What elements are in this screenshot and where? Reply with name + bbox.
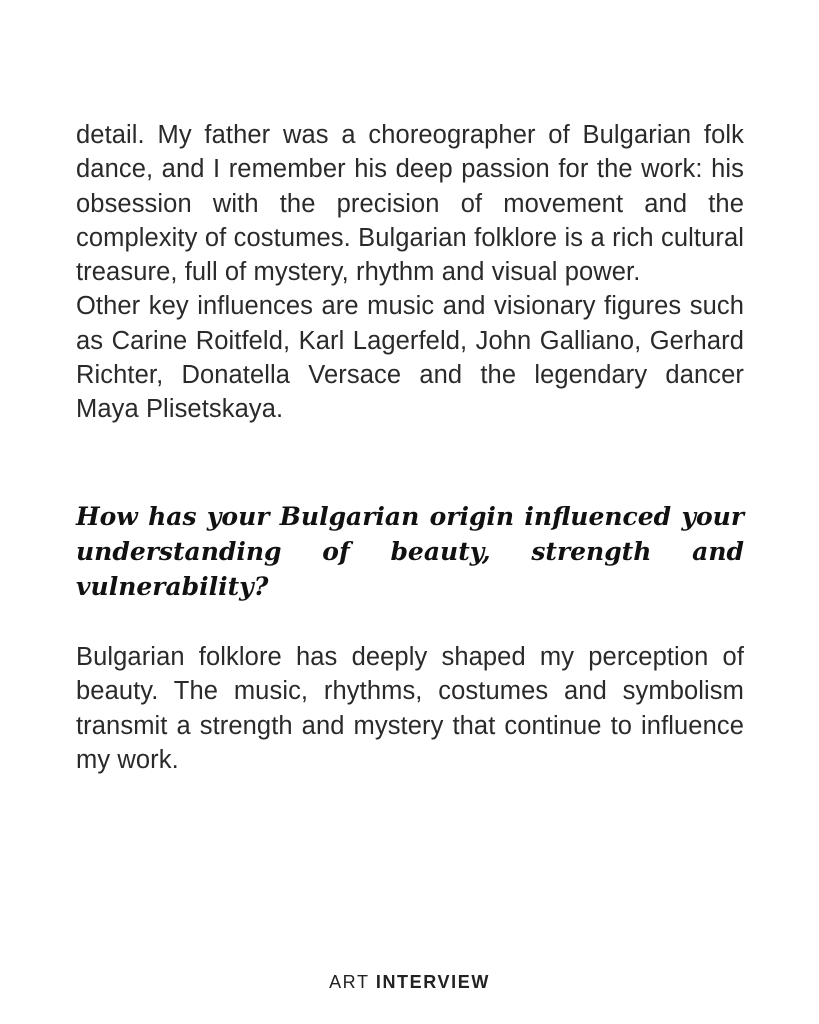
body-text-intro [76,118,744,427]
footer-category-label: INTERVIEW [375,972,490,992]
paragraph-answer: Bulgarian folklore has deeply shaped my perception of beauty. The music, rhythms, costumes and symbolism transmit a strength and mystery that continue to influence my work. [76,643,744,774]
page-footer [0,972,819,993]
paragraph-father-folklore: detail. My father was a choreographer of Bulgarian folk dance, and I remember his deep passion for the work: his obsession with the precision of movement and the complexity of costumes. Bulgarian folklore is a rich cultural treasure, full of mystery, rhythm and visual power. [76,121,744,287]
body-text-answer [76,640,744,777]
paragraph-key-influences: Other key influences are music and visionary figures such as Carine Roitfeld, Karl Lagerfeld, John Galliano, Gerhard Richter, Donatella Versace and the legendary dancer Maya Plisetskaya. [76,292,744,424]
footer-section-label: ART [329,972,370,992]
interview-question: How has your Bulgarian origin influenced your understanding of beauty, strength and vulnerability? [76,502,744,601]
